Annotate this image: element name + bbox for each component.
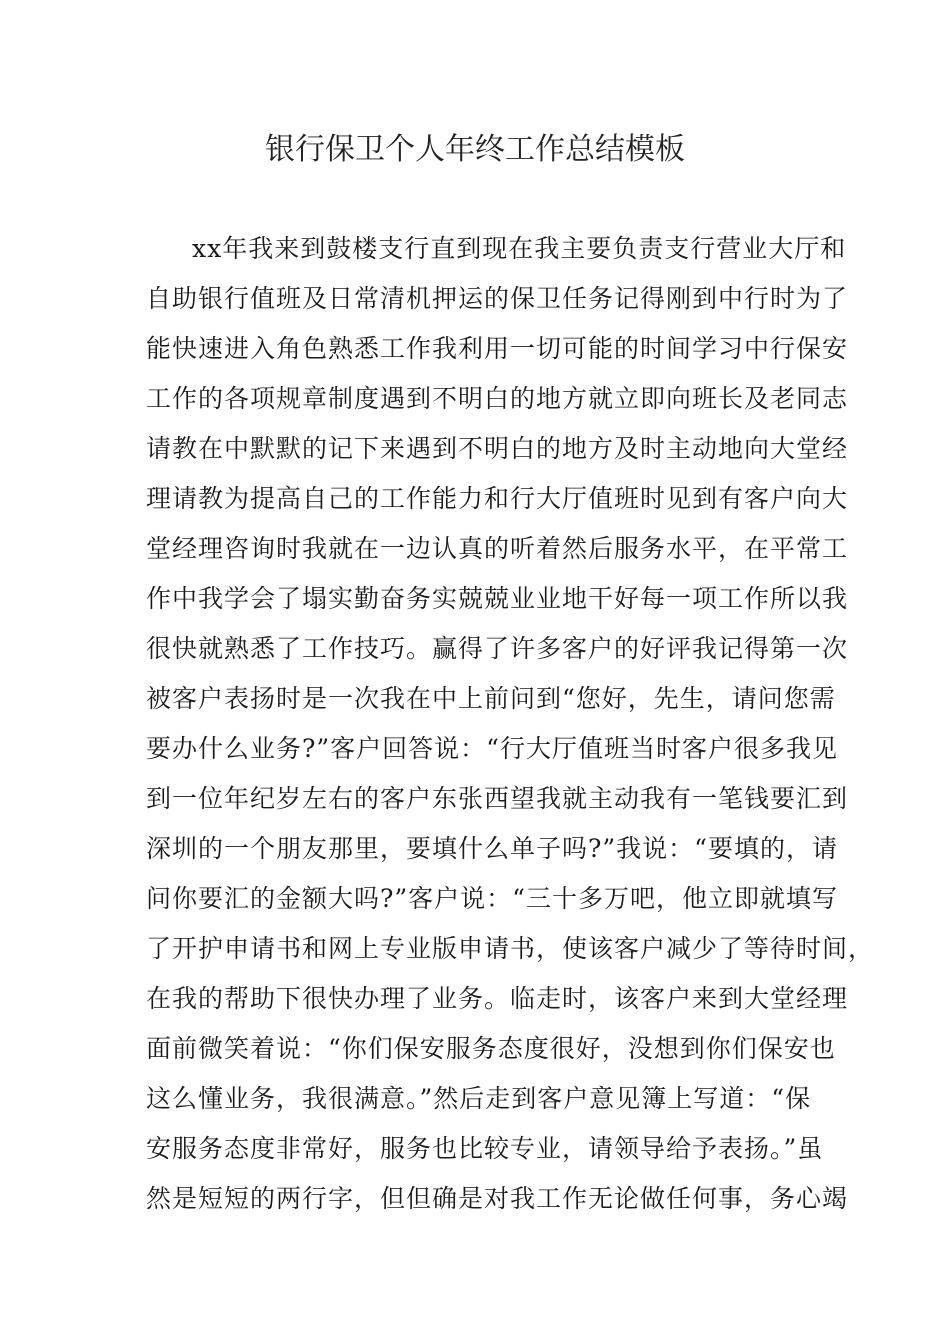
document-title: 银行保卫个人年终工作总结模板 xyxy=(265,132,685,167)
body-line: 堂经理咨询时我就在一边认真的听着然后服务水平，在平常工 xyxy=(146,534,849,563)
body-line: 到一位年纪岁左右的客户东张西望我就主动我有一笔钱要汇到 xyxy=(146,784,849,813)
body-line: 理请教为提高自己的工作能力和行大厅值班时见到有客户向大 xyxy=(146,484,849,513)
body-line: 要办什么业务?”客户回答说：“行大厅值班当时客户很多我见 xyxy=(146,734,838,763)
body-line: 这么懂业务，我很满意。”然后走到客户意见簿上写道：“保 xyxy=(146,1084,812,1113)
body-line: 在我的帮助下很快办理了业务。临走时，该客户来到大堂经理 xyxy=(146,984,849,1013)
document-body xyxy=(146,224,875,1224)
body-line: 作中我学会了塌实勤奋务实兢兢业业地干好每一项工作所以我 xyxy=(146,584,849,613)
body-line: 工作的各项规章制度遇到不明白的地方就立即向班长及老同志 xyxy=(146,384,849,413)
body-line: 面前微笑着说：“你们保安服务态度很好，没想到你们保安也 xyxy=(146,1034,836,1063)
body-line: 很快就熟悉了工作技巧。赢得了许多客户的好评我记得第一次 xyxy=(146,634,849,663)
body-line: 被客户表扬时是一次我在中上前问到“您好，先生，请问您需 xyxy=(146,684,836,713)
body-line: 深圳的一个朋友那里，要填什么单子吗?”我说：“要填的，请 xyxy=(146,834,838,863)
body-line: xx年我来到鼓楼支行直到现在我主要负责支行营业大厅和 xyxy=(192,234,847,263)
body-line: 请教在中默默的记下来遇到不明白的地方及时主动地向大堂经 xyxy=(146,434,849,463)
body-line: 了开护申请书和网上专业版申请书，使该客户减少了等待时间， xyxy=(146,934,875,963)
body-line: 然是短短的两行字，但但确是对我工作无论做任何事，务心竭 xyxy=(146,1184,849,1213)
body-line: 问你要汇的金额大吗?”客户说：“三十多万吧，他立即就填写 xyxy=(146,884,838,913)
body-line: 安服务态度非常好，服务也比较专业，请领导给予表扬。”虽 xyxy=(146,1134,824,1163)
body-line: 能快速进入角色熟悉工作我利用一切可能的时间学习中行保安 xyxy=(146,334,849,363)
body-line: 自助银行值班及日常清机押运的保卫任务记得刚到中行时为了 xyxy=(146,284,849,313)
